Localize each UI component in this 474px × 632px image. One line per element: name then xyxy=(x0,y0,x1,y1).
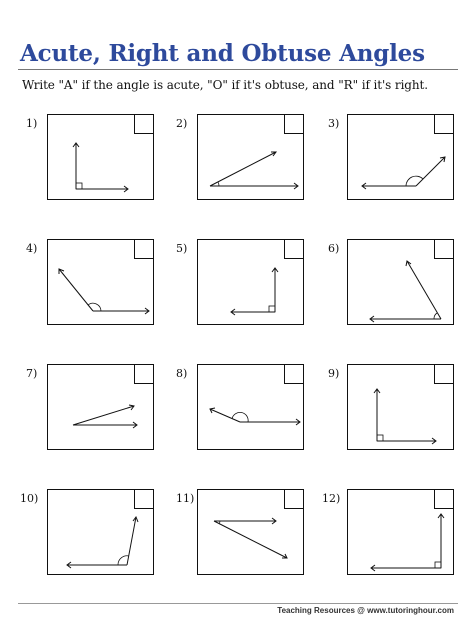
problem-number: 8) xyxy=(176,367,188,380)
angle-figure xyxy=(48,115,155,201)
angle-figure xyxy=(348,115,455,201)
problem-number: 9) xyxy=(328,367,340,380)
problem-number: 5) xyxy=(176,242,188,255)
angle-figure xyxy=(348,240,455,326)
problem-box xyxy=(347,239,454,325)
angle-figure xyxy=(48,365,155,451)
problem-number: 7) xyxy=(26,367,38,380)
instructions: Write "A" if the angle is acute, "O" if it's obtuse, and "R" if it's right. xyxy=(22,78,428,92)
footer-divider xyxy=(18,603,458,604)
problem-number: 3) xyxy=(328,117,340,130)
problem-box xyxy=(197,239,304,325)
page-title: Acute, Right and Obtuse Angles xyxy=(20,40,425,67)
problem-box xyxy=(197,489,304,575)
problem-box xyxy=(197,114,304,200)
problem-number: 10) xyxy=(20,492,39,505)
problem-number: 11) xyxy=(176,492,195,505)
problem-box xyxy=(47,239,154,325)
angle-figure xyxy=(198,365,305,451)
problem-number: 12) xyxy=(322,492,341,505)
angle-figure xyxy=(48,490,155,576)
problem-box xyxy=(197,364,304,450)
footer-credit: Teaching Resources @ www.tutoringhour.com xyxy=(277,606,454,615)
title-divider xyxy=(18,69,458,70)
problem-box xyxy=(347,114,454,200)
problem-box xyxy=(347,489,454,575)
angle-figure xyxy=(348,490,455,576)
problem-box xyxy=(47,114,154,200)
angle-figure xyxy=(198,490,305,576)
problem-number: 4) xyxy=(26,242,38,255)
angle-figure xyxy=(198,115,305,201)
problem-number: 2) xyxy=(176,117,188,130)
problem-number: 6) xyxy=(328,242,340,255)
problem-box xyxy=(347,364,454,450)
problem-box xyxy=(47,364,154,450)
angle-figure xyxy=(198,240,305,326)
problem-number: 1) xyxy=(26,117,38,130)
angle-figure xyxy=(48,240,155,326)
angle-figure xyxy=(348,365,455,451)
problem-box xyxy=(47,489,154,575)
